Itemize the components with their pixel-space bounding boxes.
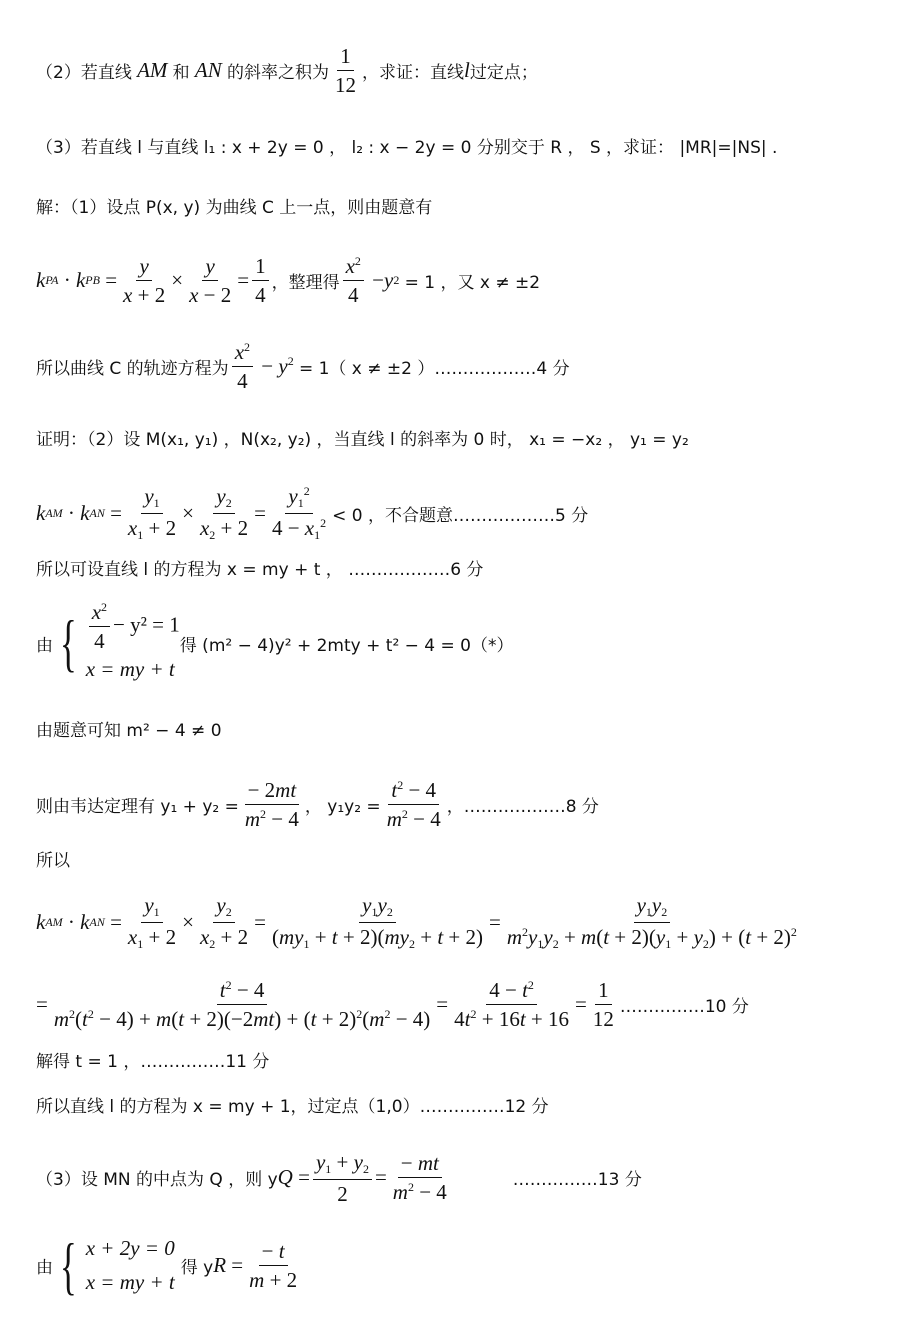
text: ……………13 分 bbox=[512, 1170, 642, 1191]
line-part2-statement bbox=[36, 44, 538, 97]
line-vieta: 则由韦达定理有 y₁ + y₂ = $\frac{- 2mt}{m^2 - 4}$ ， y₁y₂ = $\frac{t^2 - 4}{m^2 - 4}$ ，………………8 分 bbox=[36, 778, 599, 832]
text: = 1 ，又 x ≠ ±2 bbox=[404, 273, 541, 294]
text: ， y₁y₂ = bbox=[304, 797, 381, 818]
text: 得 (m² − 4)y² + 2mty + t² − 4 = 0（*） bbox=[179, 635, 514, 656]
line-slope-product-expanded: k AM · k AN = $\frac{y_1}{x_1 + 2}$ × $\frac{y_2}{x_2 + 2}$ = $\frac{y_1y_2}{(my_1 + t + 2)(my_2 + t + 2)}$ = $\frac{y_1y_2}{m^2y_1y_2 + m(t + 2)(y_1 + y_2) + (t + 2)^2}$ bbox=[36, 893, 797, 951]
text: ……………10 分 bbox=[619, 997, 749, 1018]
text: x = my + t bbox=[85, 1269, 175, 1294]
text: 由 bbox=[36, 1258, 53, 1279]
text: x + 2y = 0 bbox=[85, 1236, 175, 1260]
text: （2）若直线 bbox=[36, 63, 132, 84]
text: 由 bbox=[36, 635, 53, 656]
text: （3）若直线 l 与直线 l₁ : x + 2y = 0 ， l₂ : x − 2y = 0 分别交于 R ， S ，求证： |MR|=|NS| . bbox=[36, 138, 778, 158]
text: − y² = 1 bbox=[113, 612, 180, 637]
text: 所以曲线 C 的轨迹方程为 bbox=[36, 359, 229, 380]
line-line-equation bbox=[36, 555, 483, 580]
text: ，求证：直线 bbox=[362, 63, 464, 84]
text: 解：（1）设点 P(x, y) 为曲线 C 上一点，则由题意有 bbox=[36, 198, 433, 218]
text: 则由韦达定理有 y₁ + y₂ = bbox=[36, 797, 239, 818]
line-system-2: 由 { x + 2y = 0 x = my + t 得 y R = $\frac{- t}{m + 2}$ bbox=[36, 1229, 298, 1301]
line-system-1: 由 { $\frac{x^2}{4}$ − y² = 1 x = my + t 得 (m² − 4)y² + 2mty + t² − 4 = 0（*） bbox=[36, 600, 514, 687]
text: 得 y bbox=[180, 1258, 214, 1279]
text: 所以直线 l 的方程为 x = my + 1，过定点（1,0）……………12 分 bbox=[36, 1097, 549, 1117]
fraction-1-12: $\frac{1}{12}$ bbox=[335, 44, 356, 98]
text: x = my + t bbox=[85, 657, 175, 682]
text: 证明：（2）设 M(x₁, y₁) ，N(x₂, y₂) ，当直线 l 的斜率为 0 时， x₁ = −x₂ ， y₁ = y₂ bbox=[36, 430, 689, 450]
line-proof-setup bbox=[36, 425, 689, 450]
text: 由题意可知 m² − 4 ≠ 0 bbox=[36, 721, 222, 741]
text: ，………………8 分 bbox=[446, 797, 599, 818]
text: （3）设 MN 的中点为 Q ，则 y bbox=[36, 1170, 278, 1191]
text: 所以可设直线 l 的方程为 x = my + t ， ………………6 分 bbox=[36, 560, 484, 580]
line-fixed-point bbox=[36, 1092, 549, 1117]
line-slope-product: k PA · k PB = $\frac{y}{x + 2}$ × $\frac{y}{x - 2}$ = $\frac{1}{4}$ ，整理得 $\frac{x^2}{4}$ − y 2 = 1 ，又 x ≠ ±2 bbox=[36, 254, 541, 308]
text: 所以 bbox=[36, 851, 70, 871]
text: 和 bbox=[172, 63, 190, 84]
text: ，整理得 bbox=[271, 273, 340, 294]
line-midpoint: （3）设 MN 的中点为 Q ，则 y Q = $\frac{y_1 + y_2}{2}$ = $\frac{- mt}{m^2 - 4}$ ……………13 分 bbox=[36, 1150, 642, 1206]
math-AN: AN bbox=[189, 58, 227, 83]
math-AM: AM bbox=[131, 58, 173, 83]
line-condition bbox=[36, 716, 222, 741]
text: = 1（ x ≠ ±2 ）………………4 分 bbox=[298, 359, 570, 380]
text: 过定点； bbox=[469, 63, 538, 84]
text: 解得 t = 1 ，……………11 分 bbox=[36, 1052, 270, 1072]
line-slope-zero-case: k AM · k AN = $\frac{y_1}{x_1 + 2}$ × $\frac{y_2}{x_2 + 2}$ = $\frac{y_1^2}{4 - x_1^2}$ < 0 ，不合题意………………5 分 bbox=[36, 484, 589, 542]
text: 的斜率之积为 bbox=[227, 63, 329, 84]
text: < 0 ，不合题意………………5 分 bbox=[332, 505, 589, 526]
line-substitution: = $\frac{t^2 - 4}{m^2(t^2 - 4) + m(t + 2)(-2mt) + (t + 2)^2(m^2 - 4)}$ = $\frac{4 - t^2}{4t^2 + 16t + 16}$ = $\frac{1}{12}$ ……………10 分 bbox=[36, 978, 749, 1032]
line-solution-intro bbox=[36, 193, 432, 218]
line-part3-statement bbox=[36, 133, 777, 158]
math-l: l bbox=[464, 58, 470, 83]
line-therefore bbox=[36, 846, 70, 871]
line-trajectory: 所以曲线 C 的轨迹方程为 $\frac{x^2}{4}$ − $y^2$ = 1（ x ≠ ±2 ）………………4 分 bbox=[36, 340, 570, 394]
line-solve-t bbox=[36, 1047, 269, 1072]
